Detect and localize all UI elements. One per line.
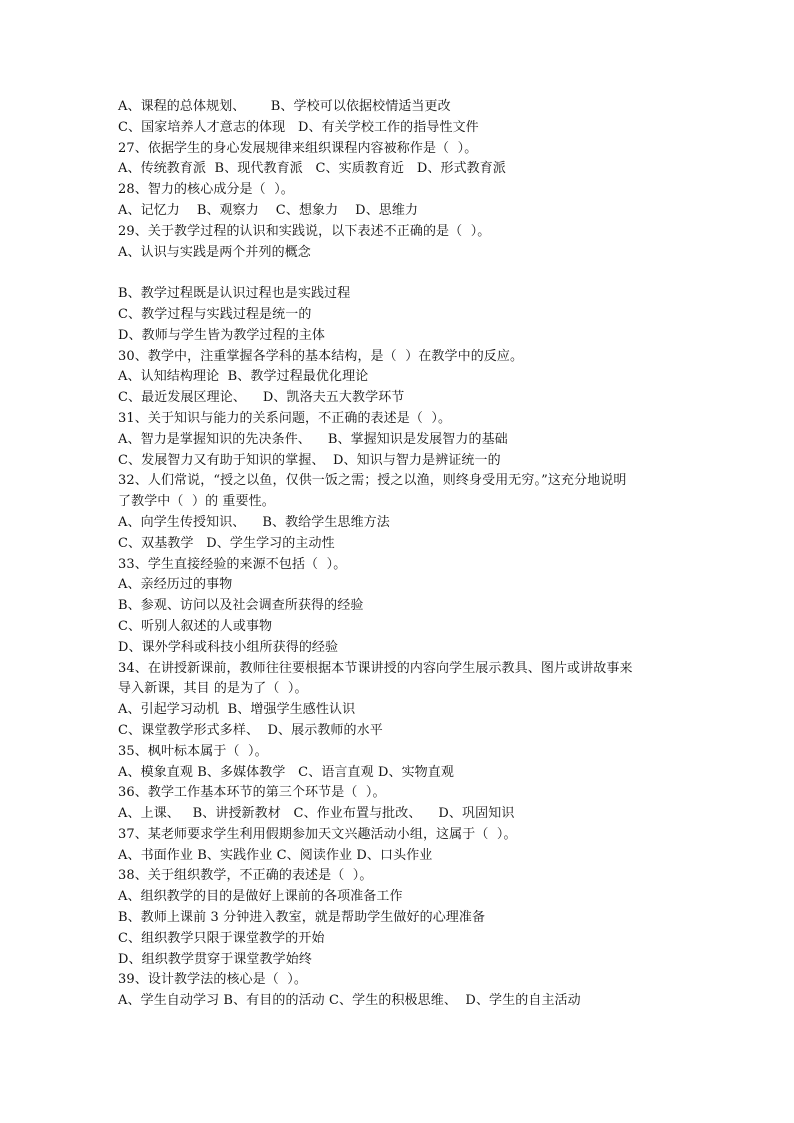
- options-line: A、记忆力 B、观察力 C、想象力 D、思维力: [118, 202, 419, 218]
- question-line: 39、设计教学法的核心是（ ）。: [118, 972, 308, 988]
- options-line: A、智力是掌握知识的先决条件、 B、掌握知识是发展智力的基础: [118, 431, 508, 447]
- options-line: C、课堂教学形式多样、 D、展示教师的水平: [118, 722, 383, 738]
- question-line: 34、在讲授新课前，教师往往要根据本节课讲授的内容向学生展示教具、图片或讲故事来: [118, 660, 633, 676]
- document-page: [118, 97, 718, 1012]
- question-line: 27、依据学生的身心发展规律来组织课程内容被称作是（ ）。: [118, 140, 478, 156]
- option-line: C、听别人叙述的人或事物: [118, 618, 273, 634]
- options-line: A、传统教育派 B、现代教育派 C、实质教育近 D、形式教育派: [118, 161, 506, 177]
- options-line: A、认知结构理论 B、教学过程最优化理论: [118, 369, 369, 385]
- option-line: C、教学过程与实践过程是统一的: [118, 306, 312, 322]
- option-line: B、参观、访问以及社会调查所获得的经验: [118, 598, 364, 614]
- options-line: A、上课、 B、讲授新教材 C、作业布置与批改、 D、巩固知识: [118, 806, 515, 822]
- question-line: 了教学中（ ）的 重要性。: [118, 494, 275, 510]
- options-line: A、书面作业 B、实践作业 C、阅读作业 D、口头作业: [118, 847, 433, 863]
- blank-line: [118, 263, 718, 284]
- question-line: 36、教学工作基本环节的第三个环节是（ ）。: [118, 785, 386, 801]
- option-line: D、组织教学贯穿于课堂教学始终: [118, 951, 312, 967]
- options-line: A、学生自动学习 B、有目的的活动 C、学生的积极思维、 D、学生的自主活动: [118, 993, 581, 1009]
- options-line: C、双基教学 D、学生学习的主动性: [118, 535, 335, 551]
- question-line: 31、关于知识与能力的关系问题，不正确的表述是（ ）。: [118, 410, 452, 426]
- question-line: 28、智力的核心成分是（ ）。: [118, 182, 294, 198]
- text-line: C、国家培养人才意志的体现 D、有关学校工作的指导性文件: [118, 119, 479, 135]
- question-line: 29、关于教学过程的认识和实践说，以下表述不正确的是（ ）。: [118, 223, 491, 239]
- question-line: 37、某老师要求学生利用假期参加天文兴趣活动小组，这属于（ ）。: [118, 826, 517, 842]
- question-line: 38、关于组织教学，不正确的表述是（ ）。: [118, 868, 373, 884]
- option-line: B、教学过程既是认识过程也是实践过程: [118, 286, 351, 302]
- options-line: A、引起学习动机 B、增强学生感性认识: [118, 702, 356, 718]
- question-line: 33、学生直接经验的来源不包括（ ）。: [118, 556, 347, 572]
- options-line: A、向学生传授知识、 B、教给学生思维方法: [118, 514, 390, 530]
- option-line: A、组织教学的目的是做好上课前的各项准备工作: [118, 889, 403, 905]
- option-line: C、组织教学只限于课堂教学的开始: [118, 930, 325, 946]
- text-line: A、课程的总体规划、 B、学校可以依据校情适当更改: [118, 99, 451, 114]
- option-line: D、课外学科或科技小组所获得的经验: [118, 639, 339, 655]
- option-line: A、认识与实践是两个并列的概念: [118, 244, 311, 260]
- option-line: D、教师与学生皆为教学过程的主体: [118, 327, 326, 343]
- option-line: B、教师上课前 3 分钟进入教室，就是帮助学生做好的心理准备: [118, 910, 486, 926]
- options-line: C、发展智力又有助于知识的掌握、 D、知识与智力是辨证统一的: [118, 452, 501, 468]
- options-line: C、最近发展区理论、 D、凯洛夫五大教学环节: [118, 390, 405, 406]
- options-line: A、模象直观 B、多媒体教学 C、语言直观 D、实物直观: [118, 764, 454, 780]
- question-line: 导入新课，其目 的是为了（ ）。: [118, 681, 308, 697]
- question-line: 32、人们常说，“授之以鱼，仅供一饭之需；授之以渔，则终身受用无穷。”这充分地说明: [118, 473, 627, 489]
- question-line: 30、教学中，注重掌握各学科的基本结构，是（ ）在教学中的反应。: [118, 348, 524, 364]
- option-line: A、亲经历过的事物: [118, 577, 233, 593]
- question-line: 35、枫叶标本属于（ ）。: [118, 743, 268, 759]
